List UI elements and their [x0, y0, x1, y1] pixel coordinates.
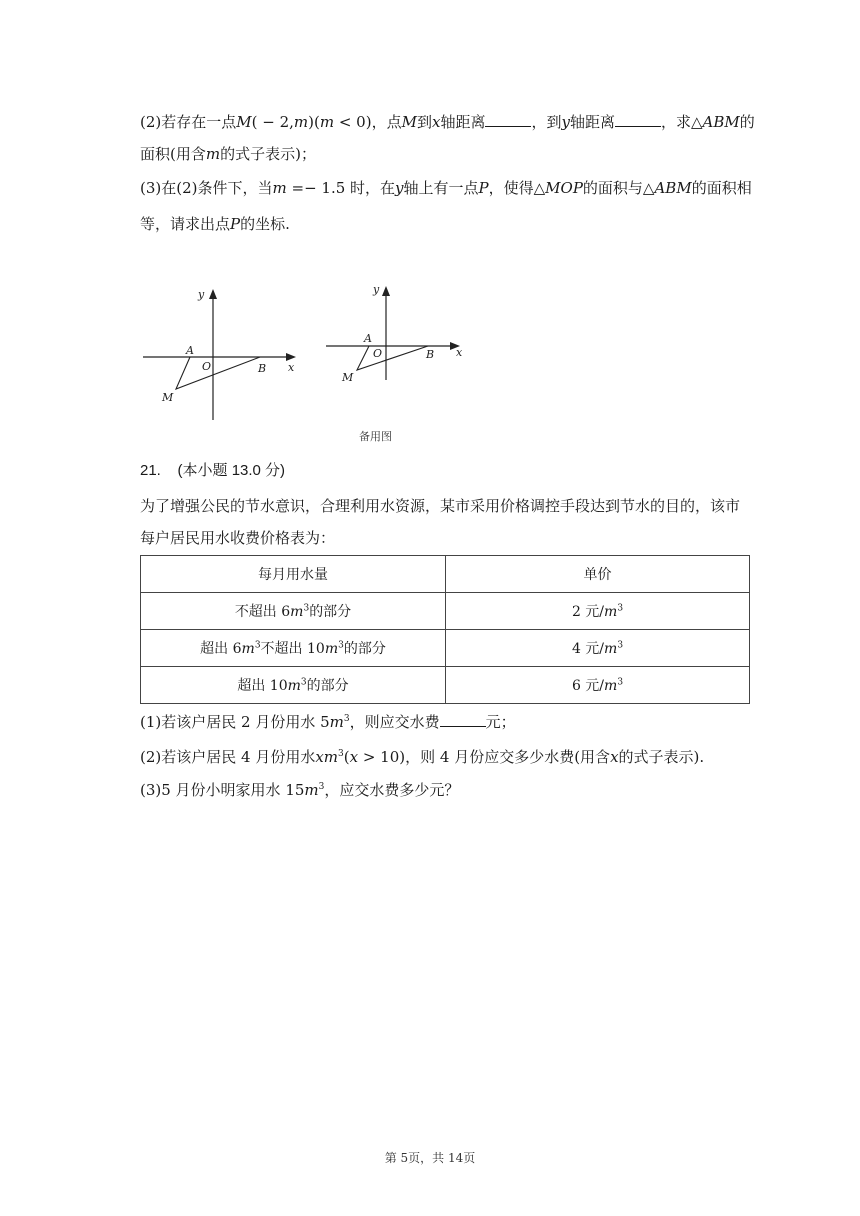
q21-intro-line2: 每户居民用水收费价格表为：: [140, 529, 336, 547]
q20-part3-line2: 等，请求出点P的坐标.: [140, 215, 290, 233]
q20-part2-line2: 面积(用含m的式子表示)；: [140, 145, 316, 163]
page-footer: 第 5页，共 14页: [384, 1151, 476, 1165]
table-cell-usage: 不超出 $6m^3$的部分: [141, 593, 446, 630]
water-price-table: [140, 555, 750, 704]
table-header: 每月用水量: [141, 556, 446, 593]
answer-blank: [615, 112, 661, 127]
label-M: M: [342, 371, 354, 384]
label-O: O: [373, 347, 383, 360]
label-A: A: [364, 332, 372, 345]
table-header-row: [141, 556, 750, 593]
label-A: A: [186, 344, 194, 357]
q21-part2: (2)若该户居民 4 月份用水$xm^3(x > 10)$，则 4 月份应交多少水费(用含x的式子表示).: [140, 748, 705, 766]
table-cell-usage: 超出 $6m^3$不超出 $10m^3$的部分: [141, 630, 446, 667]
label-y: y: [373, 283, 380, 296]
q20-part2-line1: (2)若存在一点M( − 2,m)(m < 0)，点M到x轴距离 ，到y轴距离 ，求△ABM的: [140, 113, 755, 131]
label-O: O: [202, 360, 212, 373]
label-x: x: [288, 361, 295, 374]
q21-header: 21. (本小题 13.0 分): [140, 462, 286, 479]
q21-part1: (1)若该户居民 2 月份用水 $5m^3$，则应交水费 元；: [140, 713, 516, 731]
table-cell-price: 2 元$/m^3$: [446, 593, 750, 630]
answer-blank: [485, 112, 531, 127]
label-y: y: [198, 288, 205, 301]
coordinate-figure-2: [322, 280, 472, 390]
table-row: [141, 593, 750, 630]
label-B: B: [426, 348, 435, 361]
table-cell-price: 4 元$/m^3$: [446, 630, 750, 667]
q20-part3-line1: (3)在(2)条件下，当m =− 1.5 时，在y轴上有一点P，使得△MOP的面积与△ABM的面积相: [140, 179, 752, 197]
table-cell-price: 6 元$/m^3$: [446, 667, 750, 704]
q21-part3: (3)5 月份小明家用水 $15m^3$，应交水费多少元？: [140, 781, 460, 799]
table-row: [141, 667, 750, 704]
table-row: [141, 630, 750, 667]
figure-caption: 备用图: [359, 431, 392, 443]
table-cell-usage: 超出 $10m^3$的部分: [141, 667, 446, 704]
table-header: 单价: [446, 556, 750, 593]
answer-blank: [440, 712, 486, 727]
q21-intro-line1: 为了增强公民的节水意识，合理利用水资源，某市采用价格调控手段达到节水的目的，该市: [140, 497, 741, 515]
coordinate-figure-1: [140, 285, 310, 425]
label-B: B: [258, 362, 267, 375]
label-x: x: [456, 346, 463, 359]
label-M: M: [162, 391, 174, 404]
